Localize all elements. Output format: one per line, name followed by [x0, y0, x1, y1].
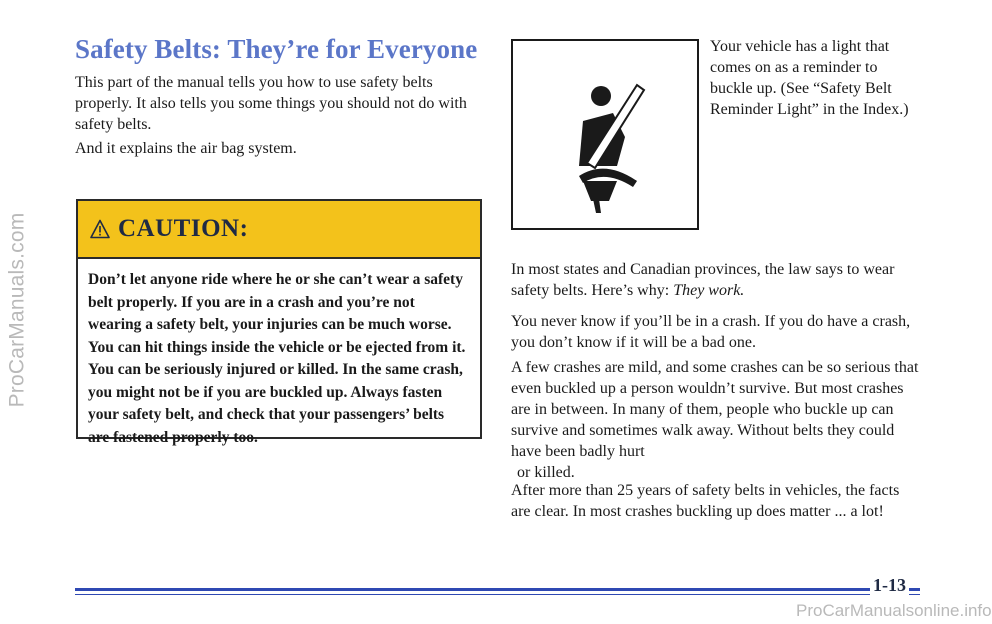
- law-paragraph-text: In most states and Canadian provinces, the law says to wear safety belts. Here’s why:: [511, 261, 895, 299]
- seatbelt-reminder-icon-frame: [511, 39, 699, 230]
- warning-triangle-icon: [90, 219, 110, 239]
- crash-severity-tail: or killed.: [517, 464, 575, 481]
- page-number: 1-13: [870, 575, 909, 596]
- footer-watermark: ProCarManualsonline.info: [796, 601, 992, 620]
- law-paragraph: [511, 259, 921, 301]
- reminder-light-paragraph: Your vehicle has a light that comes on as a reminder to buckle up. (See “Safety Belt Reminder Light” in the Index.): [710, 38, 909, 118]
- facts-paragraph: After more than 25 years of safety belts in vehicles, the facts are clear. In most crashes buckling up does matter ... a lot!: [511, 482, 900, 520]
- caution-box: [76, 199, 482, 446]
- intro-paragraph: This part of the manual tells you how to use safety belts properly. It also tells you some things you should not do with safety belts.: [75, 74, 467, 133]
- crash-severity-paragraph: [511, 357, 921, 483]
- airbag-intro-paragraph: And it explains the air bag system.: [75, 140, 297, 157]
- crash-severity-text: A few crashes are mild, and some crashes can be so serious that even buckled up a person wouldn’t survive. But most crashes are in between. In many of them, people who buckle up can survive and sometimes walk away. Without belts they could have been badly hurt: [511, 359, 919, 460]
- section-title: Safety Belts: They’re for Everyone: [75, 34, 478, 64]
- footer-rule-thin: [75, 594, 920, 595]
- crash-paragraph: You never know if you’ll be in a crash. If you do have a crash, you don’t know if it will be a bad one.: [511, 313, 911, 351]
- caution-text: Don’t let anyone ride where he or she can’t wear a safety belt properly. If you are in a crash and you’re not wearing a safety belt, your injuries can be much worse. You can hit things inside the vehicle or be ejected from it. You can be seriously injured or killed. In the same crash, you might not be if you are buckled up. Always fasten your safety belt, and check that your passengers’ belts are fastened properly too.: [88, 271, 466, 446]
- caution-header: [78, 201, 480, 259]
- caution-label: CAUTION:: [118, 215, 249, 242]
- seatbelt-reminder-icon: [513, 41, 697, 228]
- watermark-vertical: [4, 30, 30, 590]
- law-paragraph-emphasis: They work.: [673, 282, 745, 299]
- footer-rule: [75, 588, 920, 591]
- watermark-text: ProCarManuals.com: [5, 212, 28, 408]
